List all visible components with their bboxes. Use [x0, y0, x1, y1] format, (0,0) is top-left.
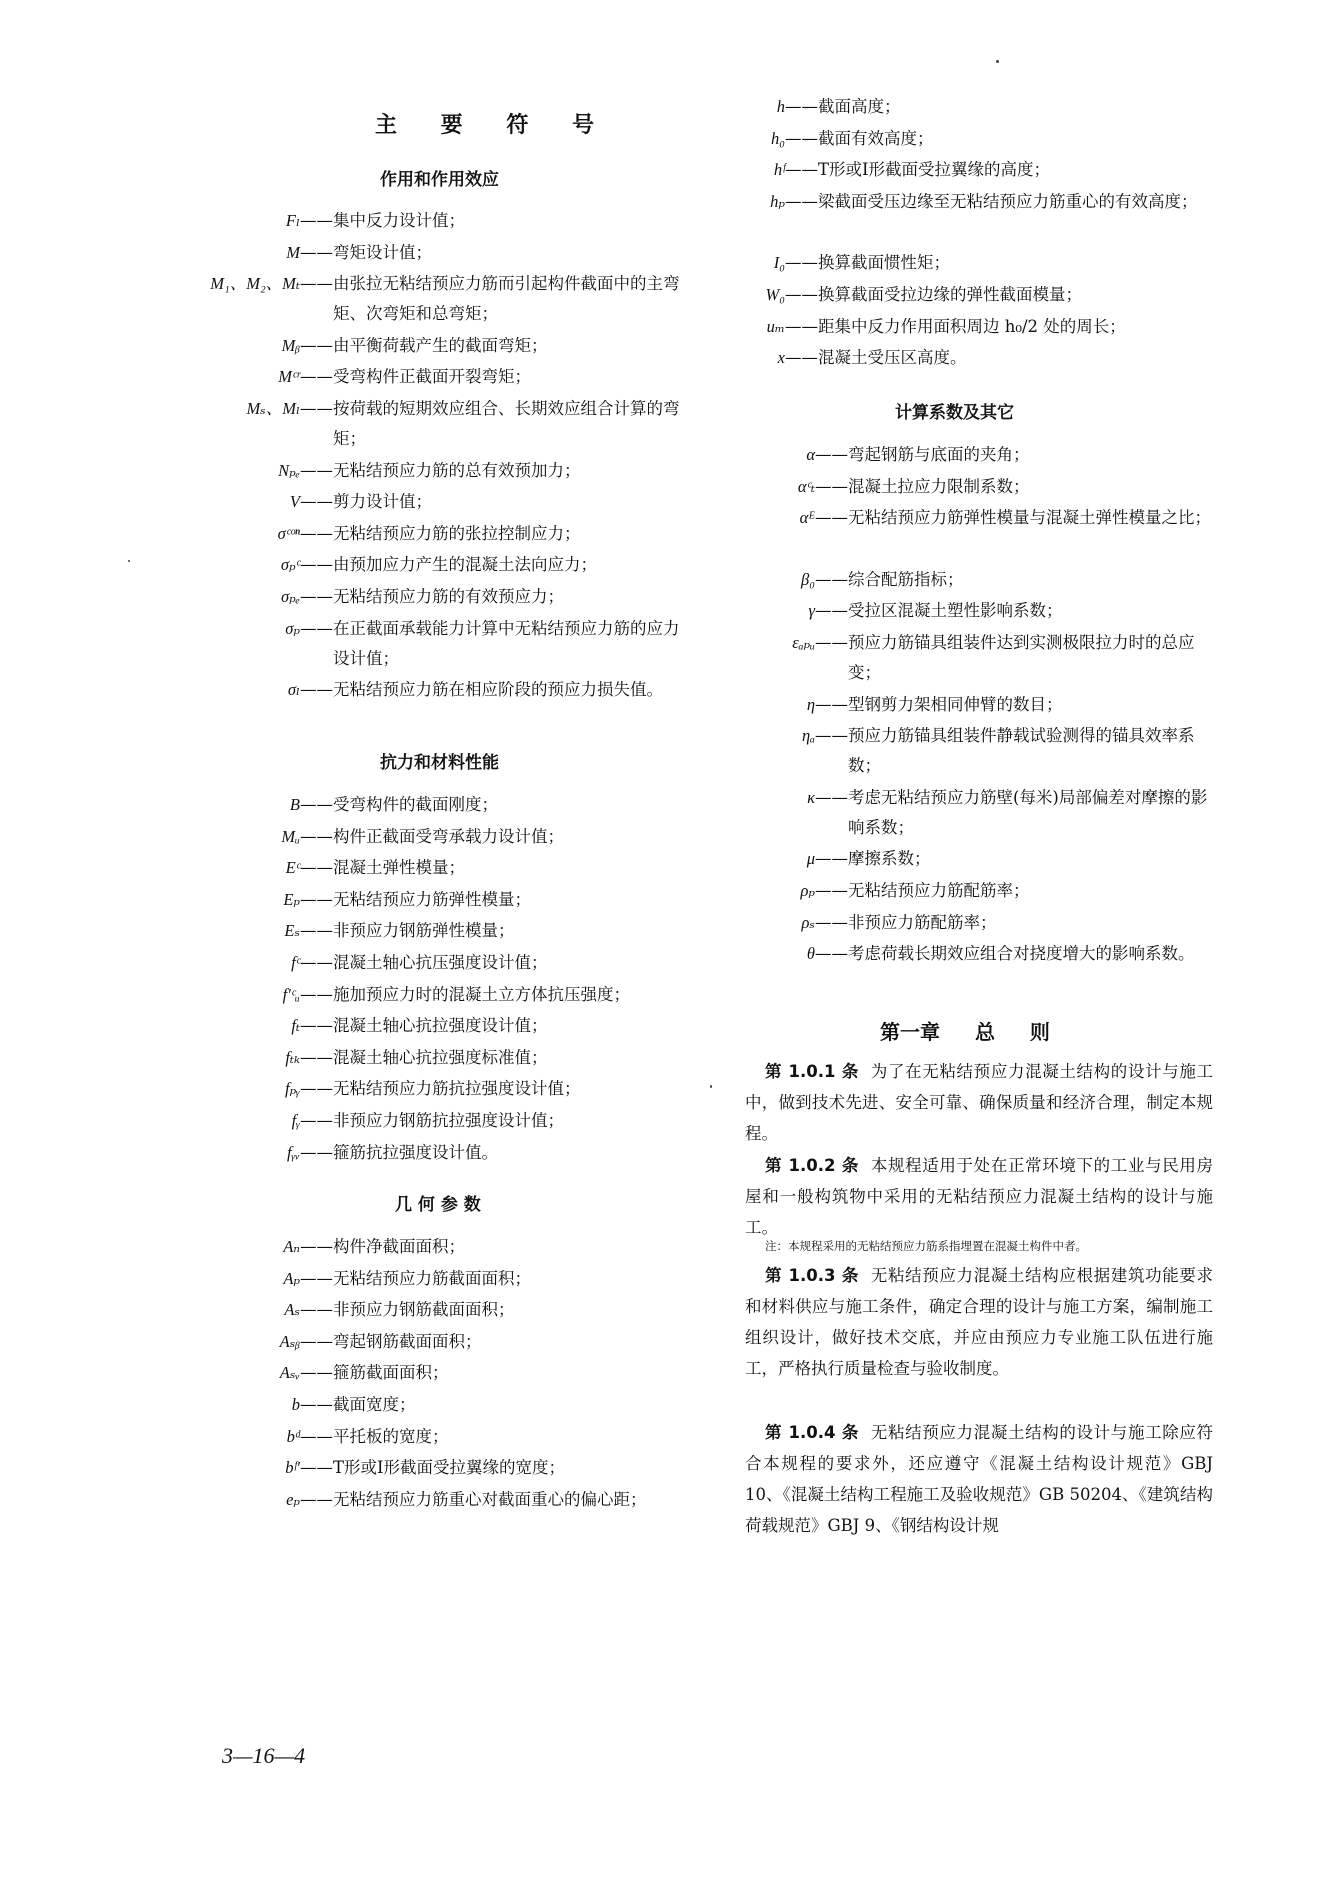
clause-1-0-1 — [745, 1056, 1213, 1149]
symbol-description: 换算截面受拉边缘的弹性截面模量； — [818, 285, 1082, 304]
symbol: V — [289, 492, 300, 512]
symbol-description: 在正截面承载能力计算中无粘结预应力筋的应力设计值； — [333, 618, 680, 668]
symbol-description: 剪力设计值； — [333, 492, 432, 512]
scan-speck — [128, 560, 130, 562]
note: 注：本规程采用的无粘结预应力筋系指埋置在混凝土构件中者。 — [765, 1239, 1087, 1253]
symbol: fᵧ — [291, 1111, 300, 1130]
symbol-entry — [180, 1422, 693, 1452]
symbol-description: 摩擦系数； — [848, 849, 931, 869]
dash: —— — [815, 569, 848, 589]
symbol-entry — [745, 721, 1223, 781]
symbol-description: 混凝土轴心抗拉强度标准值； — [333, 1047, 548, 1067]
symbol-entry — [180, 1264, 693, 1294]
symbol-description: 箍筋截面面积； — [333, 1363, 449, 1383]
symbol-entry — [180, 269, 683, 329]
dash: —— — [300, 1237, 333, 1256]
dash: —— — [815, 912, 848, 932]
dash: —— — [815, 601, 848, 621]
symbol-entry — [180, 550, 683, 580]
symbol-entry — [180, 1011, 683, 1041]
symbol-description: 混凝土轴心抗拉强度设计值； — [333, 1016, 548, 1036]
symbol-description: 无粘结预应力筋弹性模量； — [333, 889, 531, 909]
dash: —— — [300, 523, 333, 543]
symbol-entry — [745, 503, 1223, 533]
section-heading-geometry: 几 何 参 数 — [395, 1195, 481, 1215]
symbol-entry — [180, 948, 683, 978]
symbol-entry — [180, 1138, 683, 1168]
dash: —— — [815, 476, 848, 496]
symbol-description: 构件净截面面积； — [333, 1237, 465, 1256]
symbol: Aₛ — [284, 1300, 300, 1320]
symbol-description: 预应力筋锚具组装件静载试验测得的锚具效率系数； — [848, 726, 1195, 776]
clause-text: 无粘结预应力混凝土结构的设计与施工除应符合本规程的要求外，还应遵守《混凝土结构设计规范》GBJ 10、《混凝土结构工程施工及验收规范》GB 50204、《建筑结构荷载规范》GBJ 9、《钢结构设计规 — [745, 1423, 1214, 1535]
symbol-description: 非预应力钢筋截面面积； — [333, 1300, 515, 1320]
chapter-title: 第一章 总 则 — [880, 1020, 1050, 1044]
symbol: B — [289, 795, 300, 814]
dash: —— — [300, 460, 333, 480]
symbol-description: 弯起钢筋与底面的夹角； — [848, 445, 1030, 464]
symbol-description: 由预加应力产生的混凝土法向应力； — [333, 555, 597, 575]
symbol-description: 非预应力筋配筋率； — [848, 912, 997, 932]
symbol-entry — [180, 853, 683, 883]
symbol: uₘ — [766, 316, 785, 336]
symbol-entry — [180, 1358, 693, 1388]
dash: —— — [300, 984, 333, 1004]
symbol: I₀ — [773, 253, 785, 273]
symbol-entry — [745, 596, 1223, 626]
symbol-description: 按荷载的短期效应组合、长期效应组合计算的弯矩； — [333, 399, 680, 448]
symbol-description: 截面宽度； — [333, 1395, 416, 1414]
dash: —— — [300, 1489, 333, 1509]
symbol: h₀ — [771, 128, 785, 148]
symbol-entry — [180, 519, 683, 549]
symbol: κ — [807, 787, 815, 807]
dash: —— — [300, 826, 333, 846]
dash: —— — [300, 492, 333, 512]
symbol-description: 考虑荷载长期效应组合对挠度增大的影响系数。 — [848, 944, 1195, 964]
symbol-description: 型钢剪力架相同伸臂的数目； — [848, 694, 1063, 714]
dash: —— — [785, 316, 818, 336]
symbol-description: 受弯构件正截面开裂弯矩； — [333, 367, 531, 387]
symbol-description: 无粘结预应力筋的有效预应力； — [333, 587, 564, 606]
symbol: Aₚ — [283, 1268, 300, 1288]
symbol-description: 弯起钢筋截面面积； — [333, 1331, 482, 1351]
dash: —— — [300, 858, 333, 878]
symbol: eₚ — [286, 1489, 300, 1509]
symbol-entry — [180, 1453, 693, 1483]
dash: —— — [300, 953, 333, 972]
symbol-description: 箍筋抗拉强度设计值。 — [333, 1142, 498, 1162]
symbol: hᶠ — [773, 160, 785, 180]
symbol-entry — [180, 1390, 693, 1420]
clause-number: 第 1.0.4 条 — [765, 1423, 860, 1442]
clause-number: 第 1.0.3 条 — [765, 1266, 860, 1285]
symbol-entry — [180, 1485, 693, 1515]
symbol: W₀ — [765, 285, 785, 304]
dash: —— — [300, 1458, 333, 1478]
symbol-entry — [745, 472, 1223, 502]
symbol: Fₗ — [285, 211, 300, 230]
symbol: fᵧᵥ — [286, 1142, 300, 1162]
symbol-entry — [745, 343, 1208, 373]
symbol: η — [806, 694, 815, 714]
symbol: σᶜᵒⁿ — [277, 523, 300, 543]
symbol-description: 弯矩设计值； — [333, 242, 432, 262]
symbol-description: 集中反力设计值； — [333, 211, 465, 230]
dash: —— — [300, 274, 333, 294]
symbol-entry — [745, 783, 1223, 843]
symbol-entry — [745, 908, 1223, 938]
dash: —— — [300, 1142, 333, 1162]
clause-text: 为了在无粘结预应力混凝土结构的设计与施工中，做到技术先进、安全可靠、确保质量和经济合理，制定本规程。 — [745, 1062, 1214, 1143]
dash: —— — [300, 921, 333, 941]
symbol: Mᵤ — [281, 826, 300, 846]
dash: —— — [300, 795, 333, 814]
symbol: σₚ — [285, 618, 300, 638]
symbol: hₚ — [770, 191, 785, 211]
symbol-description: 由张拉无粘结预应力筋而引起构件截面中的主弯矩、次弯矩和总弯矩； — [333, 274, 680, 324]
symbol-entry — [180, 487, 683, 517]
section-heading-coefficients: 计算系数及其它 — [895, 403, 1014, 423]
symbol-entry — [180, 1327, 693, 1357]
scan-speck — [710, 1085, 712, 1088]
symbol: α — [806, 445, 815, 464]
dash: —— — [300, 1016, 333, 1036]
symbol: Aₛᵥ — [279, 1363, 300, 1383]
symbol-description: 施加预应力时的混凝土立方体抗压强度； — [333, 984, 630, 1004]
symbol-entry — [180, 1232, 693, 1262]
dash: —— — [785, 128, 818, 148]
symbol-entry — [180, 582, 683, 612]
dash: —— — [300, 889, 333, 909]
dash: —— — [300, 555, 333, 575]
dash: —— — [785, 160, 818, 180]
symbol-description: 无粘结预应力筋配筋率； — [848, 881, 1030, 900]
symbol: fₜₖ — [285, 1047, 300, 1067]
symbol-description: 梁截面受压边缘至无粘结预应力筋重心的有效高度； — [818, 191, 1198, 211]
symbol: σₚₑ — [280, 587, 300, 606]
symbol-entry — [180, 980, 683, 1010]
symbol: ρₛ — [801, 912, 815, 932]
symbol-description: T形或I形截面受拉翼缘的宽度； — [333, 1458, 566, 1478]
dash: —— — [815, 633, 848, 652]
clause-1-0-2 — [745, 1150, 1213, 1243]
symbol-entry — [745, 939, 1223, 969]
dash: —— — [785, 191, 818, 211]
dash: —— — [300, 367, 333, 387]
dash: —— — [300, 1268, 333, 1288]
symbol-description: 由平衡荷载产生的截面弯矩； — [333, 335, 548, 355]
page-title: 主 要 符 号 — [375, 113, 612, 138]
symbol: ρₚ — [800, 881, 815, 900]
symbol: β₀ — [801, 569, 815, 589]
symbol-description: 受弯构件的截面刚度； — [333, 795, 498, 814]
symbol: Eₚ — [283, 889, 300, 909]
symbol-entry — [180, 206, 683, 236]
symbol: Mᶜʳ — [278, 367, 300, 387]
symbol-description: 预应力筋锚具组装件达到实测极限拉力时的总应变； — [848, 633, 1195, 682]
symbol-entry — [745, 628, 1223, 688]
symbol-entry — [745, 440, 1223, 470]
symbol-description: 混凝土受压区高度。 — [818, 348, 967, 368]
symbol: σₚᶜ — [280, 555, 300, 575]
symbol-entry — [180, 822, 683, 852]
dash: —— — [300, 1079, 333, 1099]
clause-number: 第 1.0.2 条 — [765, 1156, 860, 1175]
symbol: bᵈ — [286, 1426, 300, 1446]
symbol: Aₛᵦ — [279, 1331, 300, 1351]
dash: —— — [785, 285, 818, 304]
dash: —— — [300, 399, 333, 418]
symbol-entry — [180, 331, 683, 361]
dash: —— — [815, 849, 848, 869]
symbol-description: 无粘结预应力筋重心对截面重心的偏心距； — [333, 1489, 647, 1509]
symbol: αᶜₜ — [797, 476, 815, 496]
symbol-entry — [745, 565, 1223, 595]
symbol: μ — [806, 849, 815, 869]
symbol-description: 综合配筋指标； — [848, 569, 964, 589]
dash: —— — [300, 1395, 333, 1414]
symbol-description: 平托板的宽度； — [333, 1426, 449, 1446]
symbol-description: 构件正截面受弯承载力设计值； — [333, 826, 564, 846]
dash: —— — [785, 348, 818, 368]
scan-speck — [996, 60, 999, 63]
symbol-entry — [745, 280, 1208, 310]
symbol-description: 换算截面惯性矩； — [818, 253, 950, 273]
symbol-description: 无粘结预应力筋的总有效预加力； — [333, 460, 581, 480]
dash: —— — [785, 253, 818, 273]
clause-1-0-3 — [745, 1260, 1213, 1384]
dash: —— — [300, 680, 333, 700]
dash: —— — [785, 97, 818, 116]
symbol-entry — [745, 876, 1223, 906]
symbol-description: T形或I形截面受拉翼缘的高度； — [818, 160, 1051, 180]
symbol-entry — [180, 1295, 693, 1325]
page-number: 3—16—4 — [222, 1743, 306, 1768]
symbol-entry — [180, 1106, 683, 1136]
symbol-entry — [180, 675, 683, 705]
symbol: σₗ — [287, 680, 300, 700]
symbol-description: 考虑无粘结预应力筋壁(每米)局部偏差对摩擦的影响系数； — [848, 787, 1208, 837]
dash: —— — [815, 726, 848, 746]
symbol-entry — [745, 92, 1208, 122]
symbol-entry — [180, 238, 683, 268]
symbol-entry — [745, 248, 1208, 278]
symbol-description: 非预应力钢筋抗拉强度设计值； — [333, 1111, 564, 1130]
symbol: fᶜ — [291, 953, 300, 972]
symbol-entry — [180, 394, 683, 454]
symbol-description: 无粘结预应力筋的张拉控制应力； — [333, 523, 581, 543]
symbol-entry — [180, 362, 683, 392]
symbol: M₁、M₂、Mₜ — [210, 274, 300, 294]
dash: —— — [300, 1047, 333, 1067]
symbol: Mᵦ — [281, 335, 300, 355]
symbol-description: 截面有效高度； — [818, 128, 934, 148]
symbol: h — [776, 97, 785, 116]
symbol: fₜ — [291, 1016, 300, 1036]
symbol: b — [291, 1395, 300, 1414]
dash: —— — [300, 1331, 333, 1351]
dash: —— — [300, 1300, 333, 1320]
clause-text: 无粘结预应力混凝土结构应根据建筑功能要求和材料供应与施工条件，确定合理的设计与施工方案，编制施工组织设计，做好技术交底，并应由预应力专业施工队伍进行施工，严格执行质量检查与验收制度。 — [745, 1266, 1214, 1378]
dash: —— — [300, 1363, 333, 1383]
symbol-entry — [180, 1043, 683, 1073]
symbol: fₚᵧ — [285, 1079, 300, 1099]
symbol-description: 无粘结预应力筋在相应阶段的预应力损失值。 — [333, 680, 663, 700]
clause-number: 第 1.0.1 条 — [765, 1062, 860, 1081]
dash: —— — [815, 508, 848, 528]
symbol-description: 截面高度； — [818, 97, 901, 116]
symbol-description: 非预应力钢筋弹性模量； — [333, 921, 515, 941]
dash: —— — [300, 335, 333, 355]
symbol: x — [777, 348, 785, 368]
symbol-entry — [745, 124, 1208, 154]
dash: —— — [815, 944, 848, 964]
symbol: Nₚₑ — [278, 460, 300, 480]
symbol-entry — [745, 844, 1223, 874]
symbol-entry — [745, 155, 1208, 185]
symbol-description: 距集中反力作用面积周边 h₀/2 处的周长； — [818, 316, 1126, 336]
symbol: εₐₚᵤ — [792, 633, 815, 652]
symbol-entry — [180, 456, 683, 486]
symbol-description: 无粘结预应力筋抗拉强度设计值； — [333, 1079, 581, 1099]
symbol-entry — [180, 916, 683, 946]
symbol: Mₛ、Mₗ — [246, 399, 300, 418]
dash: —— — [300, 1426, 333, 1446]
dash: —— — [815, 694, 848, 714]
symbol-description: 混凝土轴心抗压强度设计值； — [333, 953, 548, 972]
symbol-description: 受拉区混凝土塑性影响系数； — [848, 601, 1063, 621]
symbol-entry — [745, 312, 1208, 342]
symbol-description: 混凝土拉应力限制系数； — [848, 476, 1030, 496]
symbol: θ — [806, 944, 815, 964]
section-heading-materials: 抗力和材料性能 — [380, 753, 499, 773]
clause-1-0-4 — [745, 1417, 1213, 1541]
dash: —— — [300, 587, 333, 606]
symbol-description: 无粘结预应力筋截面面积； — [333, 1268, 531, 1288]
symbol-description: 混凝土弹性模量； — [333, 858, 465, 878]
symbol: Aₙ — [283, 1237, 300, 1256]
symbol: Eₛ — [284, 921, 300, 941]
dash: —— — [300, 211, 333, 230]
clause-text: 本规程适用于处在正常环境下的工业与民用房屋和一般构筑物中采用的无粘结预应力混凝土结构的设计与施工。 — [745, 1156, 1214, 1237]
symbol-entry — [180, 1074, 683, 1104]
dash: —— — [815, 445, 848, 464]
symbol-description: 无粘结预应力筋弹性模量与混凝土弹性模量之比； — [848, 508, 1211, 528]
symbol-entry — [180, 885, 683, 915]
symbol-entry — [745, 187, 1208, 217]
symbol-entry — [745, 690, 1223, 720]
section-heading-actions: 作用和作用效应 — [380, 170, 499, 190]
symbol: bᶠ′ — [285, 1458, 300, 1478]
dash: —— — [300, 1111, 333, 1130]
dash: —— — [815, 881, 848, 900]
symbol-entry — [180, 614, 683, 674]
dash: —— — [300, 618, 333, 638]
symbol: ηₐ — [801, 726, 815, 746]
symbol: αᴱ — [799, 508, 815, 528]
dash: —— — [815, 787, 848, 807]
symbol-entry — [180, 790, 683, 820]
dash: —— — [300, 242, 333, 262]
symbol: Eᶜ — [285, 858, 300, 878]
symbol: M — [286, 242, 300, 262]
symbol: γ — [808, 601, 815, 621]
symbol: f′ᶜᵤ — [282, 984, 300, 1004]
